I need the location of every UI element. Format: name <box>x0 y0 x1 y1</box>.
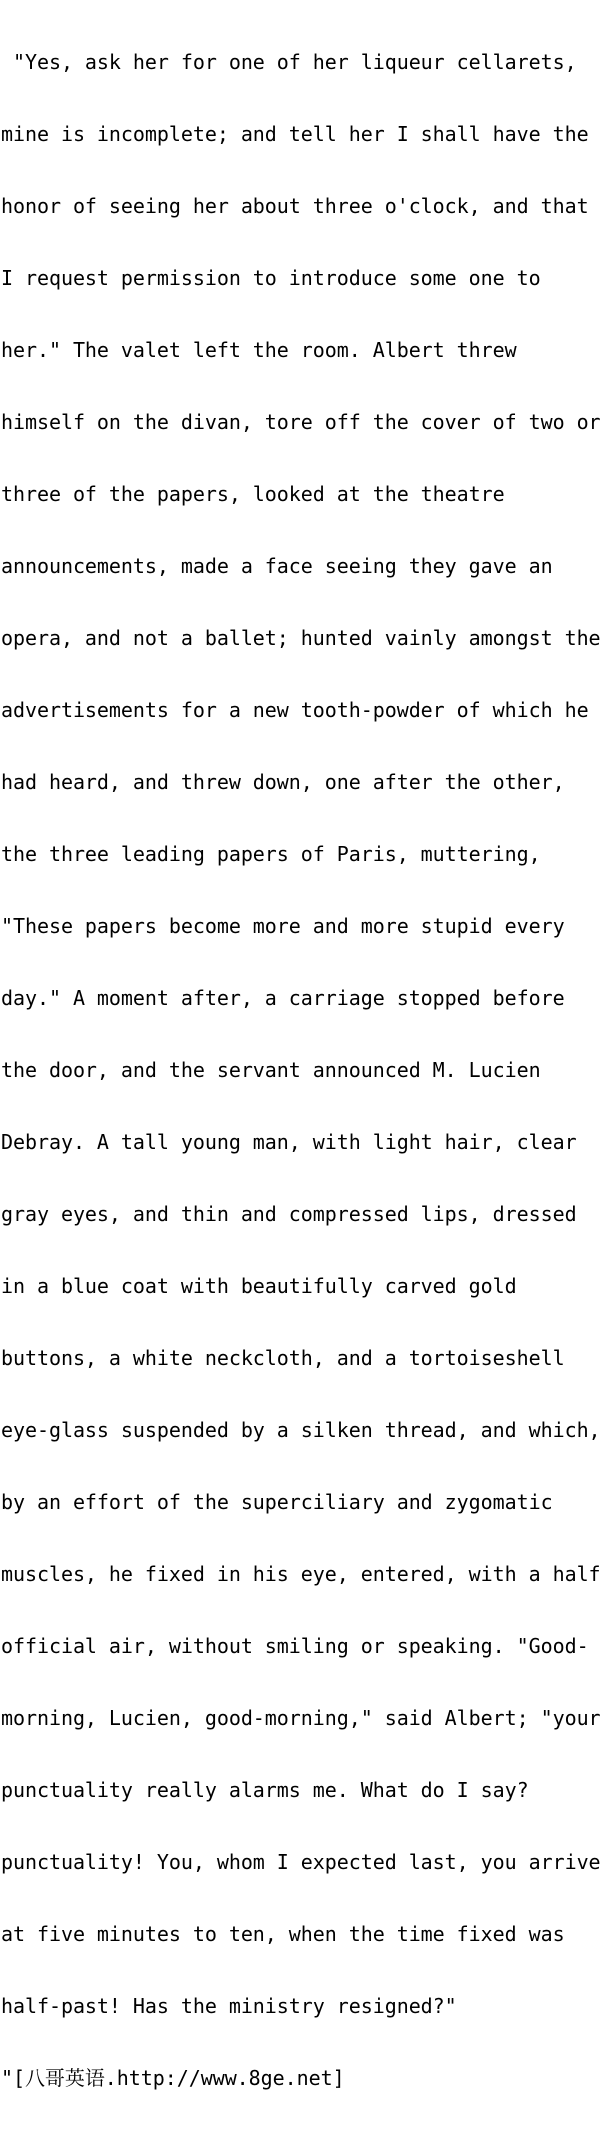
text-line-8: announcements, made a face seeing they gave an <box>1 554 553 578</box>
text-line-26: punctuality! You, whom I expected last, you arrive <box>1 1850 601 1874</box>
text-line-11: had heard, and threw down, one after the other, <box>1 770 565 794</box>
text-line-9: opera, and not a ballet; hunted vainly amongst the <box>1 626 601 650</box>
text-line-19: buttons, a white neckcloth, and a tortoiseshell <box>1 1346 565 1370</box>
text-line-1: "Yes, ask her for one of her liqueur cellarets, <box>1 50 577 74</box>
text-line-27: at five minutes to ten, when the time fixed was <box>1 1922 565 1946</box>
text-line-6: himself on the divan, tore off the cover of two or <box>1 410 601 434</box>
text-line-28: half-past! Has the ministry resigned?" <box>1 1994 457 2018</box>
text-line-5: her." The valet left the room. Albert threw <box>1 338 517 362</box>
text-line-14: day." A moment after, a carriage stopped before <box>1 986 565 1010</box>
text-line-23: official air, without smiling or speaking. "Good- <box>1 1634 589 1658</box>
text-line-13: "These papers become more and more stupid every <box>1 914 565 938</box>
text-line-29: "[八哥英语.http://www.8ge.net] <box>1 2066 345 2090</box>
text-line-22: muscles, he fixed in his eye, entered, with a half <box>1 1562 601 1586</box>
text-line-17: gray eyes, and thin and compressed lips, dressed <box>1 1202 577 1226</box>
document-text <box>1 2 600 2138</box>
text-line-16: Debray. A tall young man, with light hair, clear <box>1 1130 577 1154</box>
text-line-2: mine is incomplete; and tell her I shall have the <box>1 122 589 146</box>
text-line-10: advertisements for a new tooth-powder of which he <box>1 698 589 722</box>
text-line-21: by an effort of the superciliary and zygomatic <box>1 1490 553 1514</box>
text-line-15: the door, and the servant announced M. Lucien <box>1 1058 541 1082</box>
text-line-3: honor of seeing her about three o'clock, and that <box>1 194 589 218</box>
text-line-25: punctuality really alarms me. What do I say? <box>1 1778 529 1802</box>
text-line-18: in a blue coat with beautifully carved gold <box>1 1274 517 1298</box>
text-line-4: I request permission to introduce some one to <box>1 266 541 290</box>
text-line-24: morning, Lucien, good-morning," said Albert; "your <box>1 1706 601 1730</box>
text-line-7: three of the papers, looked at the theatre <box>1 482 505 506</box>
text-line-12: the three leading papers of Paris, muttering, <box>1 842 541 866</box>
text-line-20: eye-glass suspended by a silken thread, and which, <box>1 1418 601 1442</box>
